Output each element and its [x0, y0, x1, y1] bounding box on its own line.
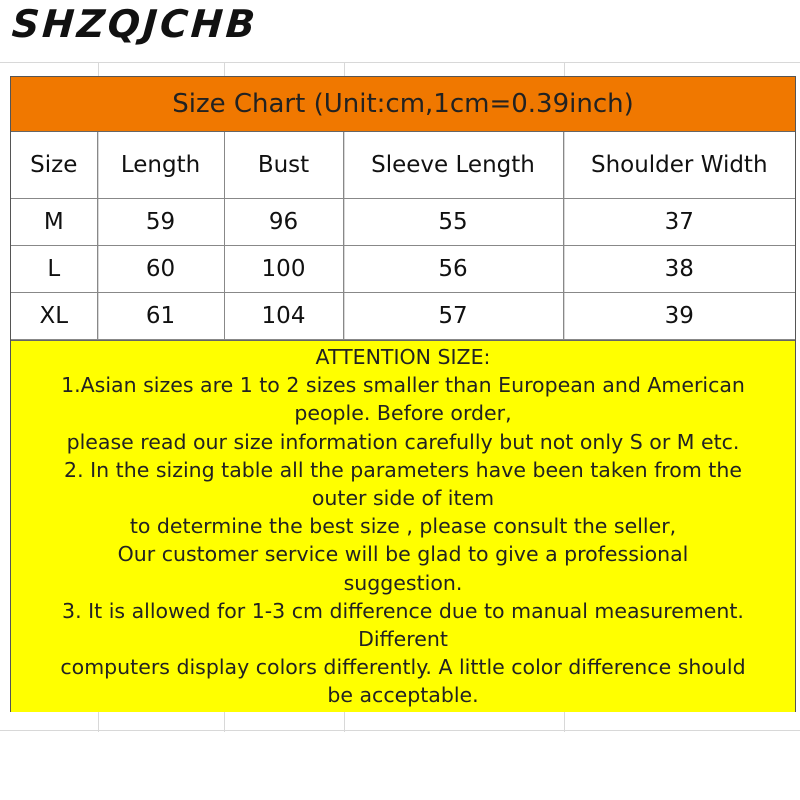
table-row	[11, 199, 795, 246]
cell-length: 60	[97, 246, 224, 293]
cell-sleeve-length: 55	[343, 199, 563, 246]
cell-shoulder-width: 38	[563, 246, 795, 293]
notice-line: be acceptable.	[327, 683, 479, 708]
notice-heading: ATTENTION SIZE:	[315, 345, 491, 369]
attention-notice	[11, 340, 795, 712]
cell-size: XL	[11, 293, 97, 340]
size-chart	[10, 76, 796, 712]
background-grid-line	[0, 62, 800, 63]
background-grid-line	[0, 730, 800, 731]
column-header-bust: Bust	[224, 132, 343, 199]
notice-line: people. Before order,	[294, 401, 512, 426]
notice-line: 1.Asian sizes are 1 to 2 sizes smaller than European and American	[61, 373, 745, 398]
column-header-sleeve-length: Sleeve Length	[343, 132, 563, 199]
cell-size: L	[11, 246, 97, 293]
column-header-length: Length	[97, 132, 224, 199]
size-chart-title: Size Chart (Unit:cm,1cm=0.39inch)	[11, 77, 795, 132]
notice-line: please read our size information carefully but not only S or M etc.	[66, 429, 740, 454]
cell-sleeve-length: 56	[343, 246, 563, 293]
notice-line: to determine the best size , please consult the seller,	[129, 514, 677, 539]
cell-bust: 104	[224, 293, 343, 340]
notice-line: outer side of item	[311, 486, 495, 511]
table-row	[11, 293, 795, 340]
notice-line: suggestion.	[343, 570, 463, 595]
cell-bust: 100	[224, 246, 343, 293]
cell-sleeve-length: 57	[343, 293, 563, 340]
table-row	[11, 246, 795, 293]
size-table	[11, 132, 795, 340]
notice-line: 2. In the sizing table all the parameters have been taken from the	[64, 457, 742, 482]
notice-line: Our customer service will be glad to give a professional	[117, 542, 689, 567]
cell-bust: 96	[224, 199, 343, 246]
column-header-shoulder-width: Shoulder Width	[563, 132, 795, 199]
cell-shoulder-width: 37	[563, 199, 795, 246]
brand-logo: SHZQJCHB	[10, 2, 260, 46]
cell-size: M	[11, 199, 97, 246]
notice-line: Different	[358, 627, 448, 652]
table-header-row	[11, 132, 795, 199]
cell-length: 59	[97, 199, 224, 246]
cell-length: 61	[97, 293, 224, 340]
notice-line: 3. It is allowed for 1-3 cm difference due to manual measurement.	[62, 598, 744, 623]
cell-shoulder-width: 39	[563, 293, 795, 340]
notice-line: computers display colors differently. A little color difference should	[60, 655, 746, 680]
column-header-size: Size	[11, 132, 97, 199]
